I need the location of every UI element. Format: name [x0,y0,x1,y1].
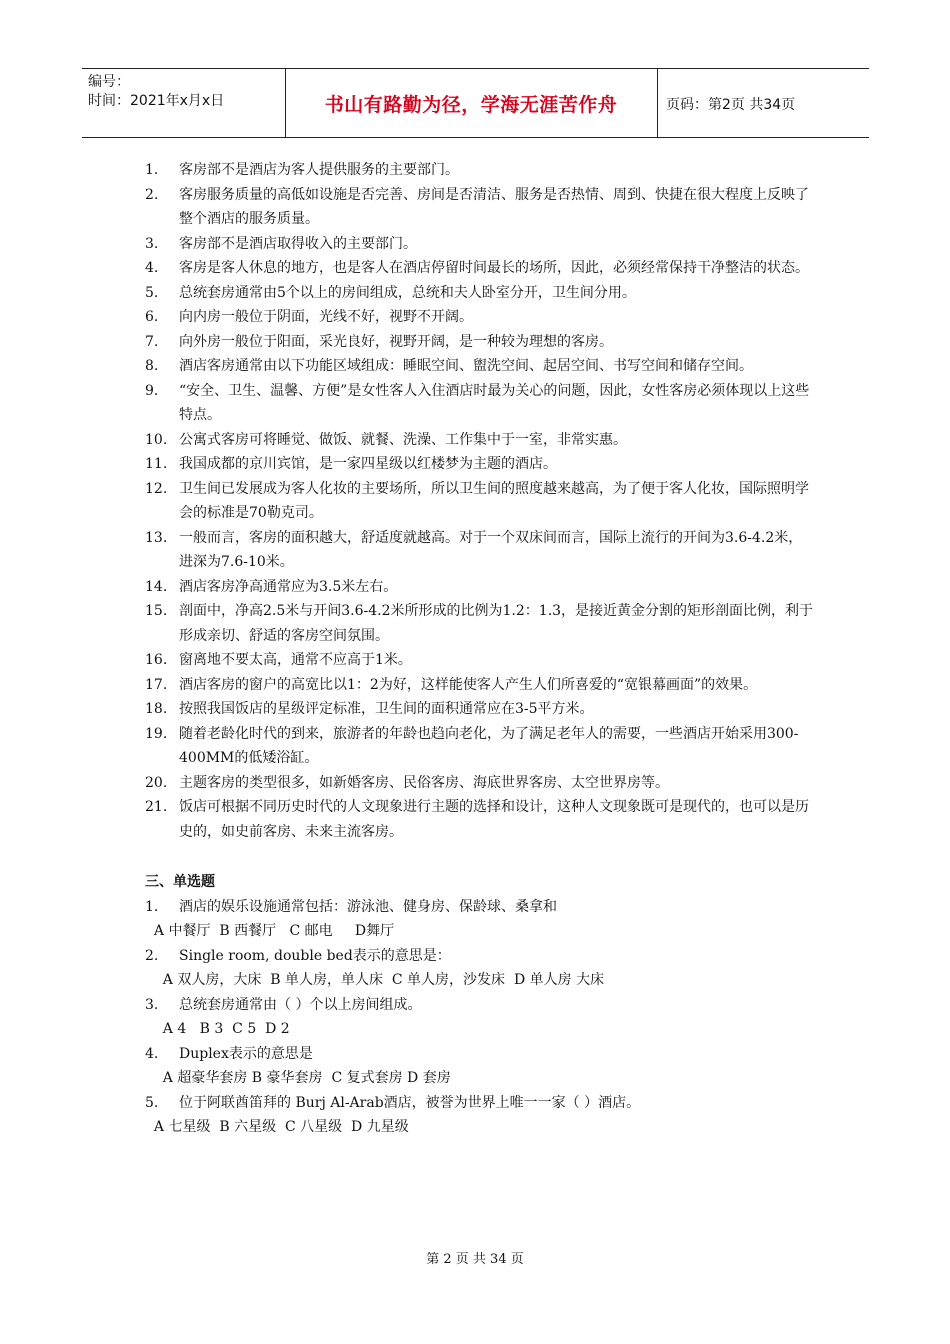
question-item [145,575,815,600]
question-number: 5. [145,284,159,301]
question-number: 6. [145,309,159,325]
question-number: 15. [145,603,168,619]
question-number: 19. [145,725,168,742]
code-label: 编号： [88,74,130,90]
question-item [145,1042,815,1067]
question-text: 向外房一般位于阳面，采光良好，视野开阔，是一种较为理想的客房。 [179,333,613,350]
question-number: 10. [145,431,168,448]
question-text: 酒店客房的窗户的高宽比以1：2为好，这样能使客人产生人们所喜爱的“宽银幕画面”的效果。 [179,676,758,693]
question-number: 2. [145,947,159,964]
date-label: 时间：2021年x月x日 [88,93,225,109]
question-text: 客房部不是酒店取得收入的主要部门。 [179,235,417,252]
question-item [145,722,815,771]
question-text: “安全、卫生、温馨、方便”是女性客人入住酒店时最为关心的问题，因此，女性客房必须体现以上这些特点。 [179,382,810,423]
question-text: 饭店可根据不同历史时代的人文现象进行主题的选择和设计，这种人文现象既可是现代的，也可以是历史的，如史前客房、未来主流客房。 [179,799,809,840]
question-number: 17. [145,676,168,693]
question-number: 18. [145,701,168,717]
question-text: 客房是客人休息的地方，也是客人在酒店停留时间最长的场所，因此，必须经常保持干净整洁的状态。 [179,260,809,276]
document-body [145,158,815,1140]
question-item [145,428,815,453]
header-motto: 书山有路勤为径，学海无涯苦作舟 [324,93,618,116]
question-item [145,673,815,698]
question-item [145,477,815,526]
question-item [145,379,815,428]
question-item [145,452,815,477]
question-text: 酒店客房通常由以下功能区域组成：睡眠空间、盥洗空间、起居空间、书写空间和储存空间。 [179,358,753,374]
question-number: 21. [145,799,168,815]
question-text: Duplex表示的意思是 [179,1045,313,1062]
question-item [145,993,815,1018]
question-number: 8. [145,358,159,374]
question-text: 卫生间已发展成为客人化妆的主要场所，所以卫生间的照度越来越高，为了便于客人化妆，国际照明学会的标准是70勒克司。 [179,480,809,521]
question-item [145,183,815,232]
question-number: 9. [145,382,159,399]
question-number: 3. [145,996,159,1013]
answer-options: A 超豪华套房 B 豪华套房 C 复式套房 D 套房 [145,1070,451,1086]
question-number: 4. [145,260,159,276]
question-text: 位于阿联酋笛拜的 Burj Al-Arab酒店，被誉为世界上唯一一家（ ）酒店。 [179,1094,641,1111]
question-item [145,354,815,379]
answer-options: A 中餐厅 B 西餐厅 C 邮电 D舞厅 [145,923,395,939]
question-item [145,232,815,257]
header-divider-2 [657,69,658,137]
header-table [82,68,869,138]
answer-options: A 4 B 3 C 5 D 2 [145,1021,290,1037]
question-number: 7. [145,333,159,350]
section-title: 三、单选题 [145,874,215,890]
question-number: 1. [145,898,159,915]
question-item [145,1091,815,1116]
question-text: 总统套房通常由（ ）个以上房间组成。 [179,996,422,1013]
question-item [145,281,815,306]
question-text: 客房服务质量的高低如设施是否完善、房间是否清洁、服务是否热情、周到、快捷在很大程度上反映了整个酒店的服务质量。 [179,186,809,227]
question-number: 1. [145,162,159,178]
question-item [145,158,815,183]
question-number: 5. [145,1094,159,1111]
answer-options: A 双人房，大床 B 单人房，单人床 C 单人房，沙发床 D 单人房 大床 [145,972,605,988]
question-number: 13. [145,529,168,546]
question-text: 酒店的娱乐设施通常包括：游泳池、健身房、保龄球、桑拿和 [179,898,557,915]
question-number: 16. [145,652,168,668]
question-text: 窗离地不要太高，通常不应高于1米。 [179,652,412,668]
question-item [145,944,815,969]
question-text: 一般而言，客房的面积越大，舒适度就越高。对于一个双床间而言，国际上流行的开间为3.6-4.2米，进深为7.6-10米。 [179,529,803,570]
question-number: 2. [145,186,159,203]
question-number: 3. [145,235,159,252]
page-footer: 第 2 页 共 34 页 [426,1252,524,1267]
header-page-info: 页码：第2页 共34页 [666,97,796,113]
question-item [145,895,815,920]
answer-options: A 七星级 B 六星级 C 八星级 D 九星级 [145,1119,409,1135]
question-item [145,526,815,575]
question-number: 4. [145,1045,159,1062]
question-text: 剖面中，净高2.5米与开间3.6-4.2米所形成的比例为1.2：1.3，是接近黄金分割的矩形剖面比例，利于形成亲切、舒适的客房空间氛围。 [179,603,814,644]
section-gap [145,844,815,870]
question-item [145,305,815,330]
question-number: 20. [145,774,168,791]
question-text: 总统套房通常由5个以上的房间组成，总统和夫人卧室分开，卫生间分用。 [179,284,636,301]
singlechoice-list [145,895,815,1140]
question-item [145,795,815,844]
question-text: 我国成都的京川宾馆，是一家四星级以红楼梦为主题的酒店。 [179,456,557,472]
question-item [145,330,815,355]
question-item [145,648,815,673]
header-meta [88,73,224,111]
question-item [145,599,815,648]
question-number: 14. [145,578,168,595]
question-text: 随着老龄化时代的到来，旅游者的年龄也趋向老化，为了满足老年人的需要，一些酒店开始采用300-400MM的低矮浴缸。 [179,725,799,766]
truefalse-list [145,158,815,844]
question-item [145,771,815,796]
question-item [145,697,815,722]
question-text: 向内房一般位于阴面，光线不好，视野不开阔。 [179,309,473,325]
question-text: Single room, double bed表示的意思是： [179,947,451,964]
question-text: 主题客房的类型很多，如新婚客房、民俗客房、海底世界客房、太空世界房等。 [179,774,669,791]
question-text: 公寓式客房可将睡觉、做饭、就餐、洗澡、工作集中于一室，非常实惠。 [179,431,627,448]
question-text: 按照我国饭店的星级评定标准，卫生间的面积通常应在3-5平方米。 [179,701,594,717]
question-text: 客房部不是酒店为客人提供服务的主要部门。 [179,162,459,178]
question-item [145,256,815,281]
question-text: 酒店客房净高通常应为3.5米左右。 [179,578,398,595]
question-number: 12. [145,480,168,497]
question-number: 11. [145,456,168,472]
